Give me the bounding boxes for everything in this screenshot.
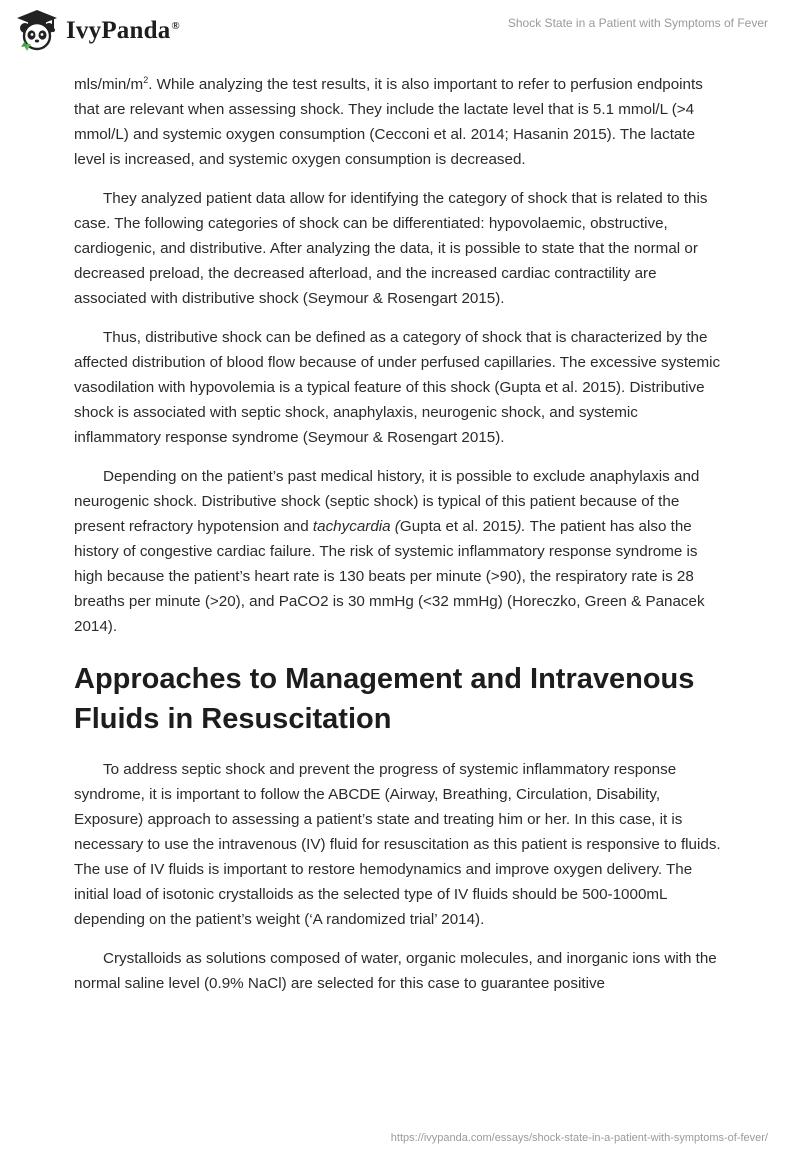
paragraph-6: Crystalloids as solutions composed of water, organic molecules, and inorganic ions with the normal saline level (0.9% NaCl) are selected for this case to guarantee positive xyxy=(74,950,717,992)
superscript: 2 xyxy=(143,75,149,85)
page-header xyxy=(0,0,800,70)
paragraph-5: To address septic shock and prevent the progress of systemic inflammatory response syndrome, it is important to follow the ABCDE (Airway, Breathing, Circulation, Disability, Exposure) approach to assessing a patient’s state and treating him or her. In this case, it is necessary to use the intravenous (IV) fluid for resuscitation as this patient is responsive to fluids. The use of IV fluids is important to restore hemodynamics and improve oxygen delivery. The initial load of isotonic crystalloids as the selected type of IV fluids should be 500-1000mL depending on the patient’s weight (‘A randomized trial’ 2014). xyxy=(74,761,721,928)
paragraph-2: They analyzed patient data allow for identifying the category of shock that is related to this case. The following categories of shock can be differentiated: hypovolaemic, obstructive, cardiogenic, and distributive. After analyzing the data, it is possible to state that the normal or decreased preload, the decreased afterload, and the increased cardiac contractility are associated with distributive shock (Seymour & Rosengart 2015). xyxy=(74,190,708,307)
registered-mark: ® xyxy=(171,19,180,32)
paragraph-4: Depending on the patient’s past medical history, it is possible to exclude anaphylaxis and neurogenic shock. Distributive shock (septic shock) is typical of this patient because of the present refractory hypotension and tachycardia (Gupta et al. 2015). The patient has also the history of congestive cardiac failure. The risk of systemic inflammatory response syndrome is high because the patient’s heart rate is 130 beats per minute (>90), the respiratory rate is 28 breaths per minute (>20), and PaCO2 is 30 mmHg (<32 mmHg) (Horeczko, Green & Panacek 2014). xyxy=(74,468,705,635)
italic-term: tachycardia ( xyxy=(312,518,400,535)
paragraph-3: Thus, distributive shock can be defined as a category of shock that is characterized by the affected distribution of blood flow because of under perfused capillaries. The excessive systemic vasodilation with hypovolemia is a typical feature of this shock (Gupta et al. 2015). Distributive shock is associated with septic shock, anaphylaxis, neurogenic shock, and systemic inflammatory response syndrome (Seymour & Rosengart 2015). xyxy=(74,329,721,446)
brand-name: IvyPanda® xyxy=(66,17,180,44)
section-heading: Approaches to Management and Intravenous Fluids in Resuscitation xyxy=(74,663,695,735)
paragraph-1: mls/$\min/m^2$. While analyzing the test results, it is also important to refer to perfusion endpoints that are relevant when assessing shock. They include the lactate level that is 5.1 mmol/L (>4 mmol/L) and systemic oxygen consumption (Cecconi et al. 2014; Hasanin 2015). The lactate level is increased, and systemic oxygen consumption is decreased. xyxy=(74,75,703,168)
panda-graduate-icon xyxy=(14,8,60,54)
source-url[interactable]: https://ivypanda.com/essays/shock-state-in-a-patient-with-symptoms-of-fever/ xyxy=(390,1132,768,1144)
document-title: Shock State in a Patient with Symptoms of Fever xyxy=(507,16,768,30)
essay-content xyxy=(74,72,724,1010)
ivypanda-logo[interactable] xyxy=(14,8,180,54)
